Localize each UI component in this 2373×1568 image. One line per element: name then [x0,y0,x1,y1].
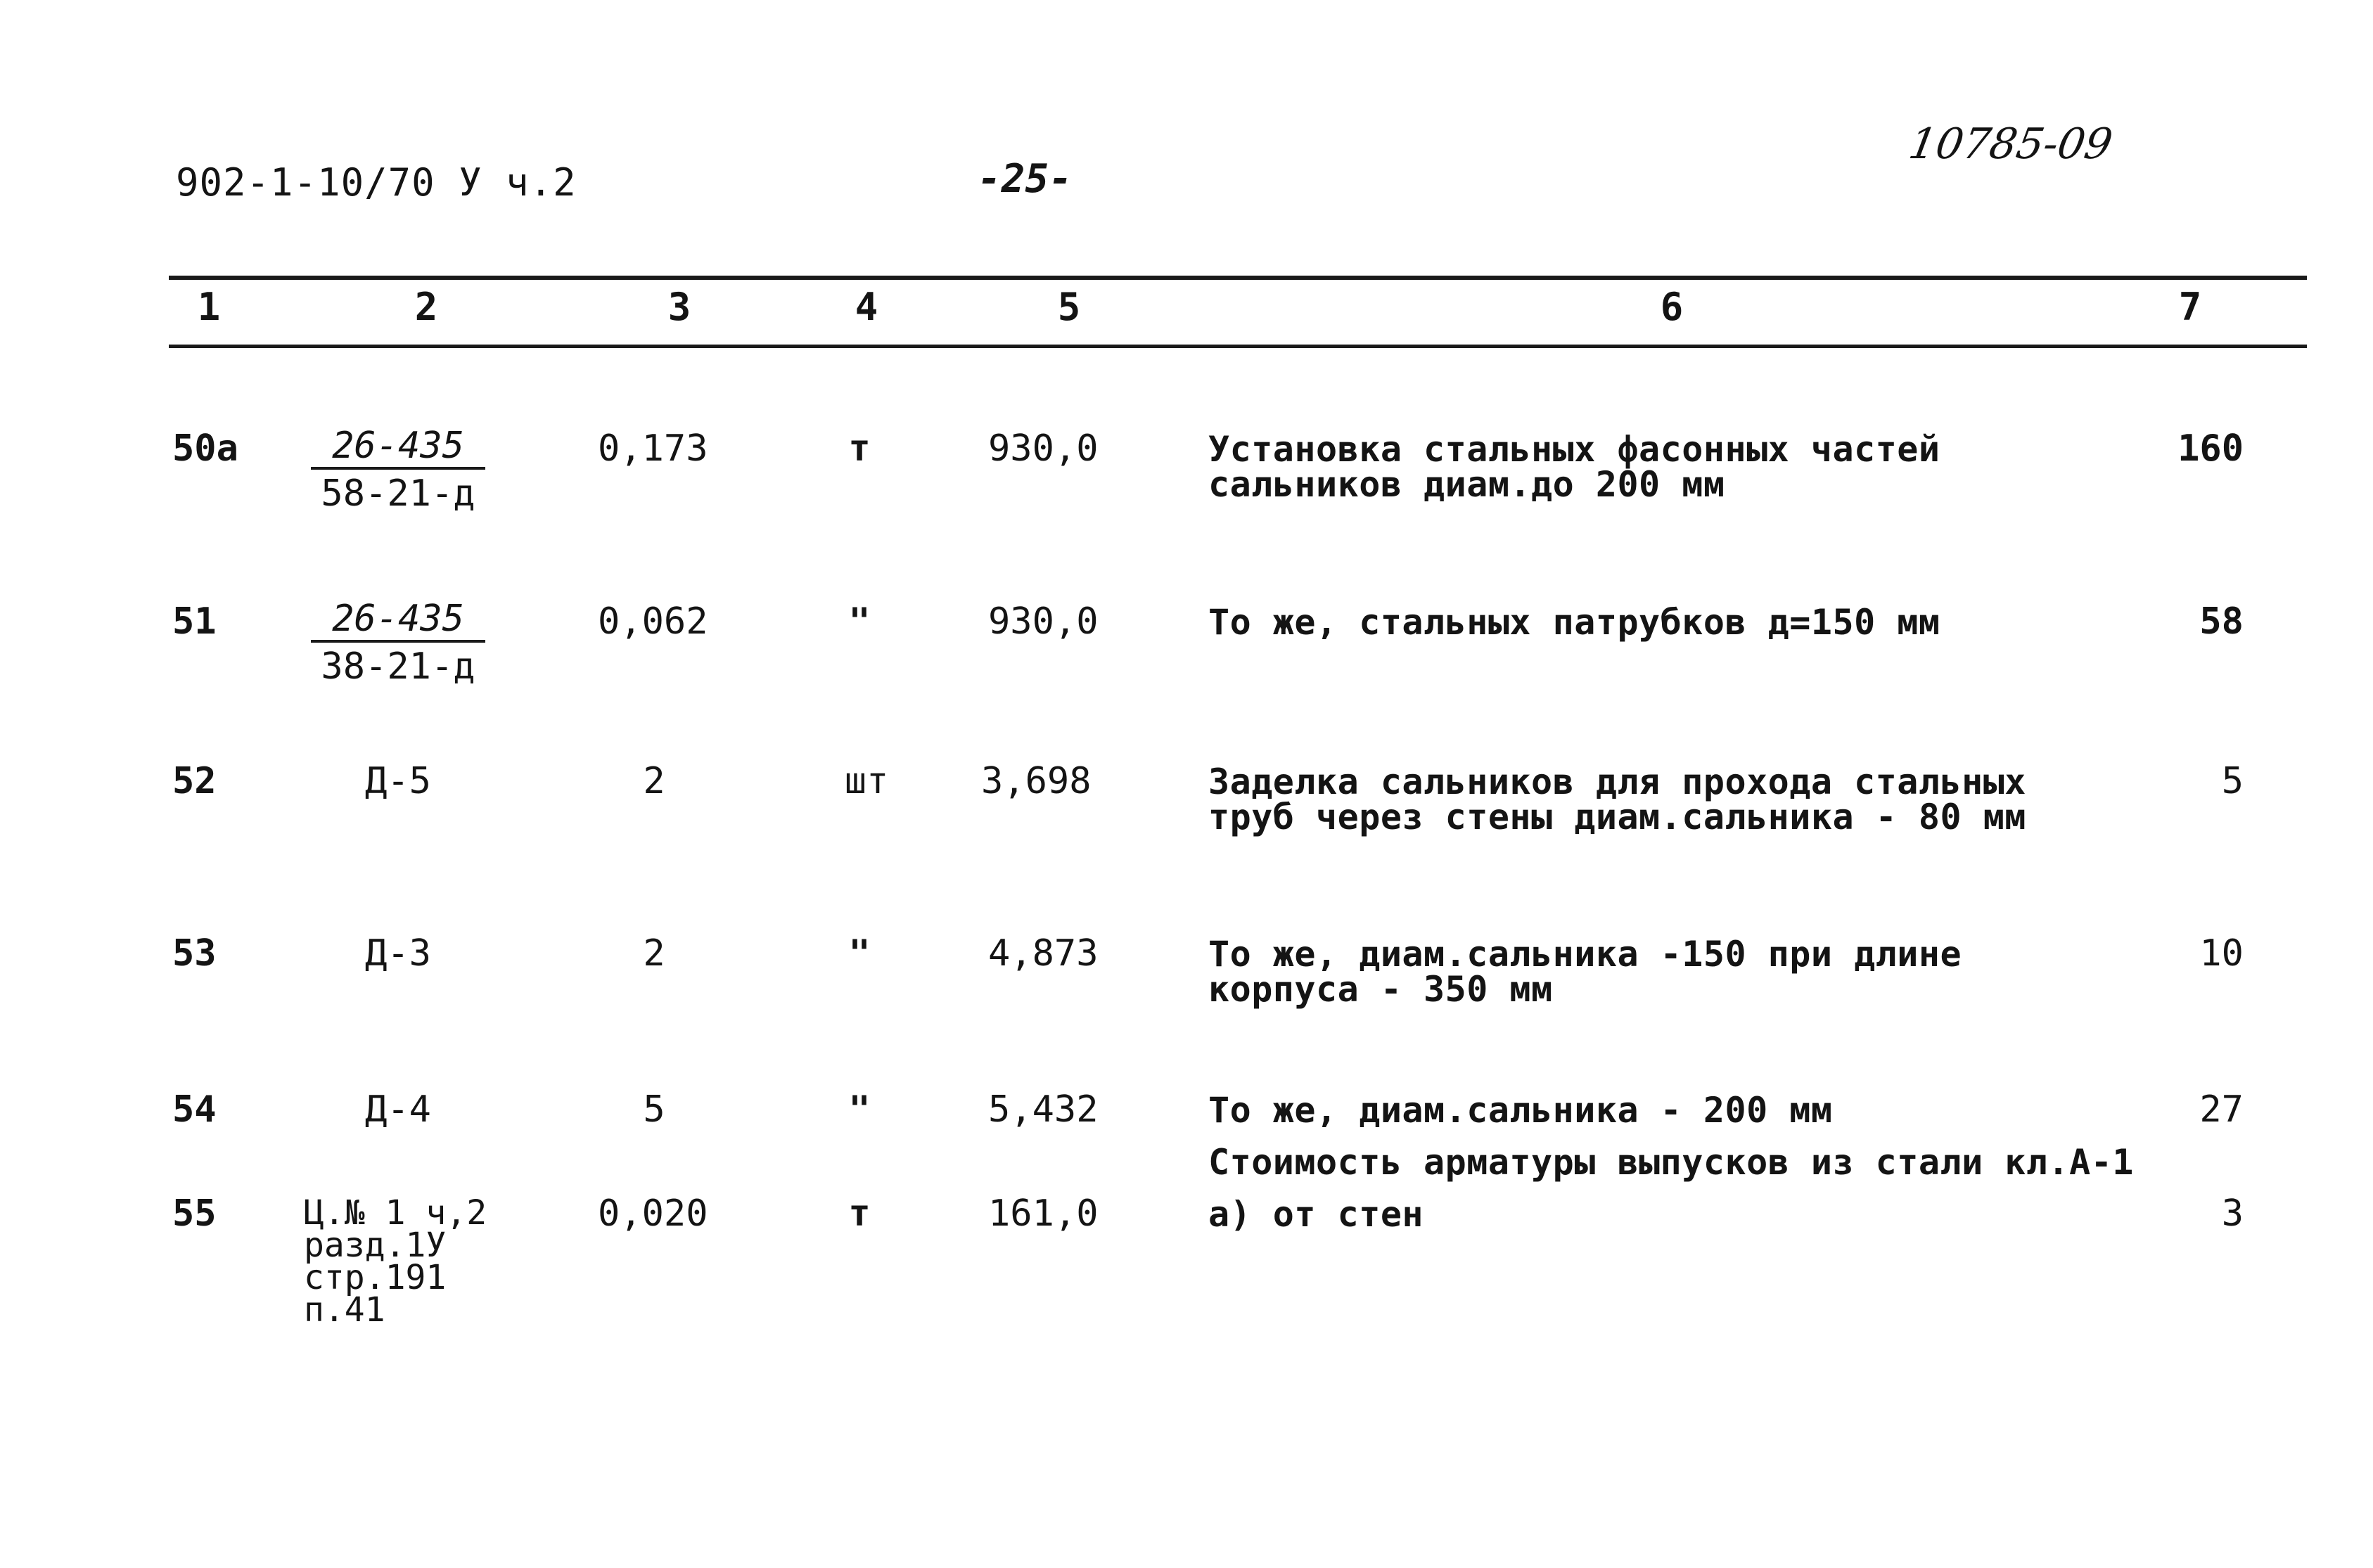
total-cost: 3 [2221,1193,2244,1235]
row-number: 52 [172,760,217,802]
unit: шт [844,760,889,802]
description-line: То же, диам.сальника -150 при длине [1208,934,1962,975]
table-header-rule [169,345,2307,348]
column-header-3: 3 [667,285,691,329]
section-heading: Стоимость арматуры выпусков из стали кл.А-1 [1208,1142,2134,1183]
row-number: 50а [172,428,238,470]
quantity: 5 [643,1088,665,1131]
unit-price: 3,698 [981,760,1092,802]
norm-code-numerator: 26-435 [311,600,485,643]
norm-code [293,425,504,515]
page-number: -25- [978,156,1073,202]
description-line: корпуса - 350 мм [1208,969,1553,1010]
description-line: То же, диам.сальника - 200 мм [1208,1090,1833,1131]
column-header-1: 1 [197,285,221,329]
unit: т [848,1193,871,1235]
description-line: труб через стены диам.сальника - 80 мм [1208,797,2026,837]
unit: " [848,600,871,643]
quantity: 2 [643,760,665,802]
unit-price: 930,0 [988,600,1099,643]
norm-code: Д-4 [365,1088,431,1131]
description-line: Установка стальных фасонных частей [1208,429,1940,470]
unit-price: 4,873 [988,932,1099,975]
norm-code: Д-3 [365,932,431,975]
quantity: 0,020 [598,1193,708,1235]
quantity: 0,062 [598,600,708,643]
row-number: 54 [172,1088,217,1131]
total-cost: 27 [2199,1088,2244,1131]
quantity: 0,173 [598,428,708,470]
total-cost: 10 [2199,932,2244,975]
row-number: 51 [172,600,217,643]
table-top-rule [169,276,2307,280]
norm-code-denominator: 38-21-д [321,645,475,688]
unit-price: 930,0 [988,428,1099,470]
unit: " [848,1088,871,1131]
total-cost: 58 [2199,600,2244,643]
column-header-7: 7 [2178,285,2202,329]
total-cost: 160 [2177,428,2244,470]
norm-code-numerator: 26-435 [311,428,485,470]
unit: т [848,428,871,470]
description-line: а) от стен [1208,1194,1424,1235]
column-header-2: 2 [414,285,438,329]
description-line: сальников диам.до 200 мм [1208,464,1725,505]
quantity: 2 [643,932,665,975]
column-header-5: 5 [1057,285,1081,329]
norm-code: Д-5 [365,760,431,802]
unit-price: 161,0 [988,1193,1099,1235]
unit-price: 5,432 [988,1088,1099,1131]
row-number: 55 [172,1193,217,1235]
norm-code-denominator: 58-21-д [321,473,475,515]
column-header-4: 4 [855,285,878,329]
total-cost: 5 [2221,760,2244,802]
norm-code [293,598,504,688]
description-line: Заделка сальников для прохода стальных [1208,761,2026,802]
description-line: То же, стальных патрубков д=150 мм [1208,602,1940,643]
document-code: 902-1-10/70 У ч.2 [176,160,577,205]
unit: " [848,932,871,975]
row-number: 53 [172,932,217,975]
column-header-6: 6 [1660,285,1684,329]
norm-reference: Ц.№ 1 ч,2 разд.1У стр.191 п.41 [304,1193,487,1330]
archive-number: 10785-09 [1905,120,2116,169]
